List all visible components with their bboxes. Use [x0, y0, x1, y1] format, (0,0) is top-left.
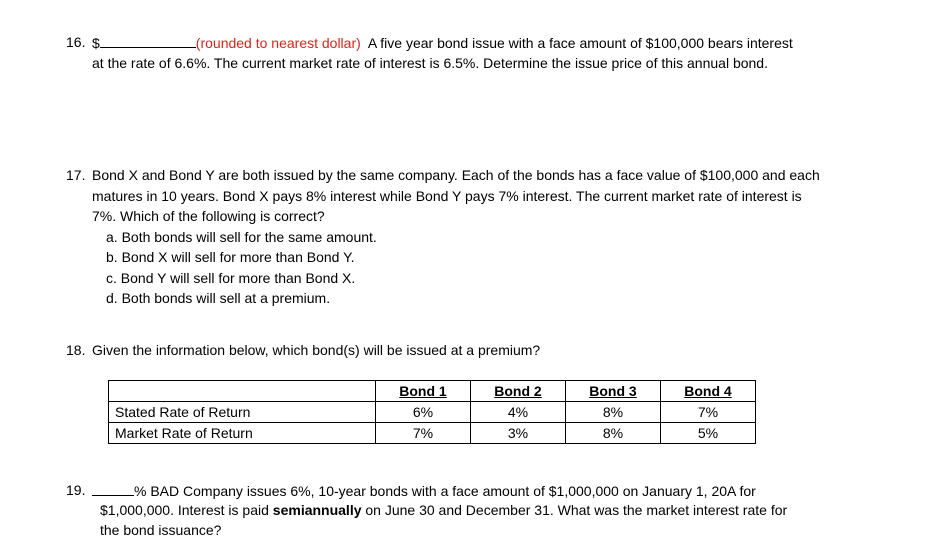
table-header-cell: [566, 381, 661, 402]
table-header-row: [109, 381, 756, 402]
table-cell: 7%: [376, 423, 471, 444]
rounding-hint: (rounded to nearest dollar): [195, 35, 361, 51]
header-bond-1: Bond 1: [399, 383, 447, 399]
question-17-text-1: Bond X and Bond Y are both issued by the same company. Each of the bonds has a face value of $100,000 and each: [92, 167, 820, 183]
table-cell: 8%: [566, 402, 661, 423]
option-a[interactable]: a. Both bonds will sell for the same amount.: [106, 229, 377, 245]
header-bond-3: Bond 3: [589, 383, 637, 399]
question-17-number: 17.: [66, 167, 86, 183]
question-18-text: Given the information below, which bond(s) will be issued at a premium?: [92, 342, 541, 358]
question-19-text-2a: $1,000,000. Interest is paid: [100, 502, 273, 518]
question-18-number: 18.: [66, 342, 86, 358]
question-16-number: 16.: [66, 34, 86, 50]
question-16-text-1: A five year bond issue with a face amount of $100,000 bears interest: [367, 35, 793, 51]
row-label: Stated Rate of Return: [109, 402, 376, 423]
question-17-text-2: matures in 10 years. Bond X pays 8% interest while Bond Y pays 7% interest. The current market rate of interest is: [92, 188, 802, 204]
option-d[interactable]: d. Both bonds will sell at a premium.: [106, 290, 331, 306]
question-19-text-1: % BAD Company issues 6%, 10-year bonds with a face amount of $1,000,000 on January 1, 20A for: [134, 483, 756, 499]
table-row: [109, 402, 756, 423]
table-cell: 5%: [661, 423, 756, 444]
table-cell: 3%: [471, 423, 566, 444]
header-bond-4: Bond 4: [684, 383, 732, 399]
question-19-line-2: [100, 500, 787, 520]
header-bond-2: Bond 2: [494, 383, 542, 399]
option-b[interactable]: b. Bond X will sell for more than Bond Y.: [106, 249, 355, 265]
bond-rates-table: [108, 380, 756, 444]
answer-blank-19[interactable]: [92, 480, 134, 496]
answer-blank-16[interactable]: [100, 32, 196, 48]
table-header-cell: [471, 381, 566, 402]
dollar-sign: $: [92, 35, 100, 51]
table-cell: 8%: [566, 423, 661, 444]
table-cell: 6%: [376, 402, 471, 423]
option-c[interactable]: c. Bond Y will sell for more than Bond X.: [106, 270, 356, 286]
header-blank-cell: [109, 381, 376, 402]
question-19-line-1: [92, 480, 756, 501]
table-row: [109, 423, 756, 444]
question-19-text-3: the bond issuance?: [100, 522, 222, 538]
table-cell: 7%: [661, 402, 756, 423]
table-header-cell: [661, 381, 756, 402]
table-cell: 4%: [471, 402, 566, 423]
question-16-text-2: at the rate of 6.6%. The current market rate of interest is 6.5%. Determine the issue price of this annual bond.: [92, 55, 768, 71]
semiannually-emphasis: semiannually: [272, 502, 362, 518]
question-19-number: 19.: [66, 482, 86, 498]
question-17-text-3: 7%. Which of the following is correct?: [92, 208, 325, 224]
question-19-text-2b: on June 30 and December 31. What was the market interest rate for: [361, 502, 788, 518]
question-16-line-1: [92, 32, 793, 53]
row-label: Market Rate of Return: [109, 423, 376, 444]
table-header-cell: [376, 381, 471, 402]
